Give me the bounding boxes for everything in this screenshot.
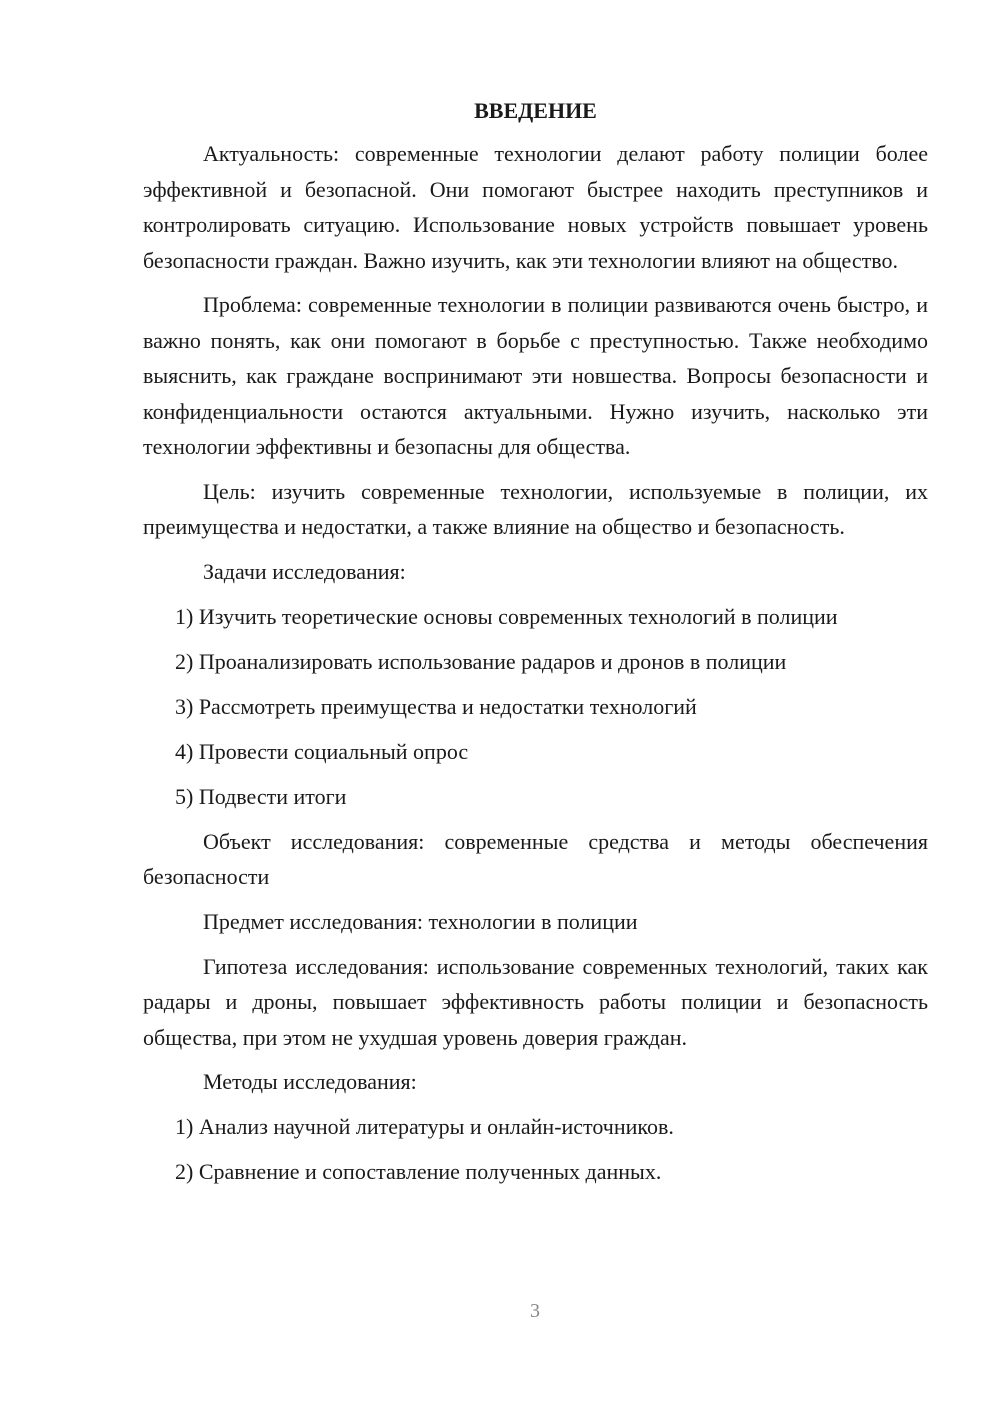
task-item-2: 2) Проанализировать использование радаров и дронов в полиции: [175, 648, 787, 674]
tasks-heading: Задачи исследования:: [203, 558, 406, 584]
section-title: ВВЕДЕНИЕ: [474, 98, 597, 123]
task-item-4: 4) Провести социальный опрос: [175, 738, 469, 764]
methods-heading: Методы исследования:: [203, 1069, 417, 1094]
subject-paragraph: Предмет исследования: технологии в полиции: [203, 908, 638, 934]
task-item-1: 1) Изучить теоретические основы современных технологий в полиции: [175, 603, 838, 629]
problem-paragraph: Проблема: современные технологии в полиции развиваются очень быстро, и важно понять, как они помогают в борьбе с преступностью. Также необходимо выяснить, как граждане воспринимают эти новшества. Вопросы безопасности и конфиденциальности остаются актуальными. Нужно изучить, насколько эти технологии эффективны и безопасны для общества.: [143, 292, 928, 459]
page-number: 3: [530, 1300, 540, 1322]
document-page: [143, 95, 928, 1199]
goal-paragraph: Цель: изучить современные технологии, используемые в полиции, их преимущества и недостатки, а также влияние на общество и безопасность.: [143, 478, 928, 539]
method-item-2: 2) Сравнение и сопоставление полученных данных.: [175, 1159, 662, 1184]
hypothesis-paragraph: Гипотеза исследования: использование современных технологий, таких как радары и дроны, повышает эффективность работы полиции и безопасность общества, при этом не ухудшая уровень доверия граждан.: [143, 953, 928, 1050]
object-paragraph: Объект исследования: современные средства и методы обеспечения безопасности: [143, 828, 928, 889]
task-item-3: 3) Рассмотреть преимущества и недостатки технологий: [175, 693, 697, 719]
task-item-5: 5) Подвести итоги: [175, 783, 347, 809]
relevance-paragraph: Актуальность: современные технологии делают работу полиции более эффективной и безопасной. Они помогают быстрее находить преступников и контролировать ситуацию. Использование новых устройств повышает уровень безопасности граждан. Важно изучить, как эти технологии влияют на общество.: [143, 141, 928, 273]
method-item-1: 1) Анализ научной литературы и онлайн-источников.: [175, 1114, 674, 1139]
